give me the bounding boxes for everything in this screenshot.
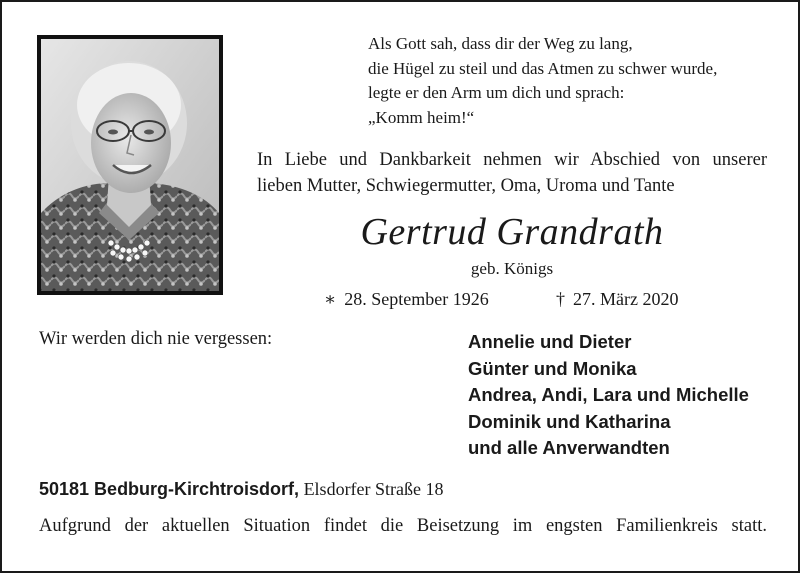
mourner-entry: Günter und Monika [468, 357, 637, 379]
birth-name: geb. Königs [470, 259, 554, 278]
portrait-image [37, 35, 223, 295]
mourner-entry: Annelie und Dieter [468, 331, 632, 352]
birth-star-icon: ∗ [324, 289, 337, 309]
death-cross-icon: † [556, 289, 565, 309]
address-city: 50181 Bedburg-Kirchtroisdorf, [39, 479, 300, 499]
poem [368, 32, 717, 130]
mourner-entry: Dominik und Katharina [468, 410, 671, 432]
poem-line: „Komm heim!“ [368, 107, 475, 127]
closing-note: Aufgrund der aktuellen Situation findet die Beisetzung im engsten Familienkreis statt. [39, 516, 767, 536]
remember-text: Wir werden dich nie vergessen: [39, 329, 273, 349]
address [39, 479, 444, 500]
poem-line: legte er den Arm um dich und sprach: [368, 83, 625, 102]
death-date [556, 289, 678, 310]
birth-date-text: 28. September 1926 [344, 289, 489, 309]
deceased-name: Gertrud Grandrath [360, 211, 664, 253]
birth-date [324, 289, 489, 310]
poem-line: die Hügel zu steil und das Atmen zu schwer wurde, [368, 58, 718, 78]
mourner-entry: Andrea, Andi, Lara und Michelle [468, 384, 749, 405]
mourner-entry: und alle Anverwandten [468, 437, 670, 458]
poem-line: Als Gott sah, dass dir der Weg zu lang, [368, 34, 633, 53]
death-date-text: 27. März 2020 [573, 289, 679, 309]
mourners-list [468, 329, 749, 462]
address-street: Elsdorfer Straße 18 [303, 479, 444, 499]
portrait-photo [37, 35, 223, 295]
intro-line: lieben Mutter, Schwiegermutter, Oma, Uroma und Tante [257, 176, 675, 196]
intro-line: In Liebe und Dankbarkeit nehmen wir Abschied von unserer [257, 150, 767, 170]
farewell-intro [257, 147, 767, 199]
